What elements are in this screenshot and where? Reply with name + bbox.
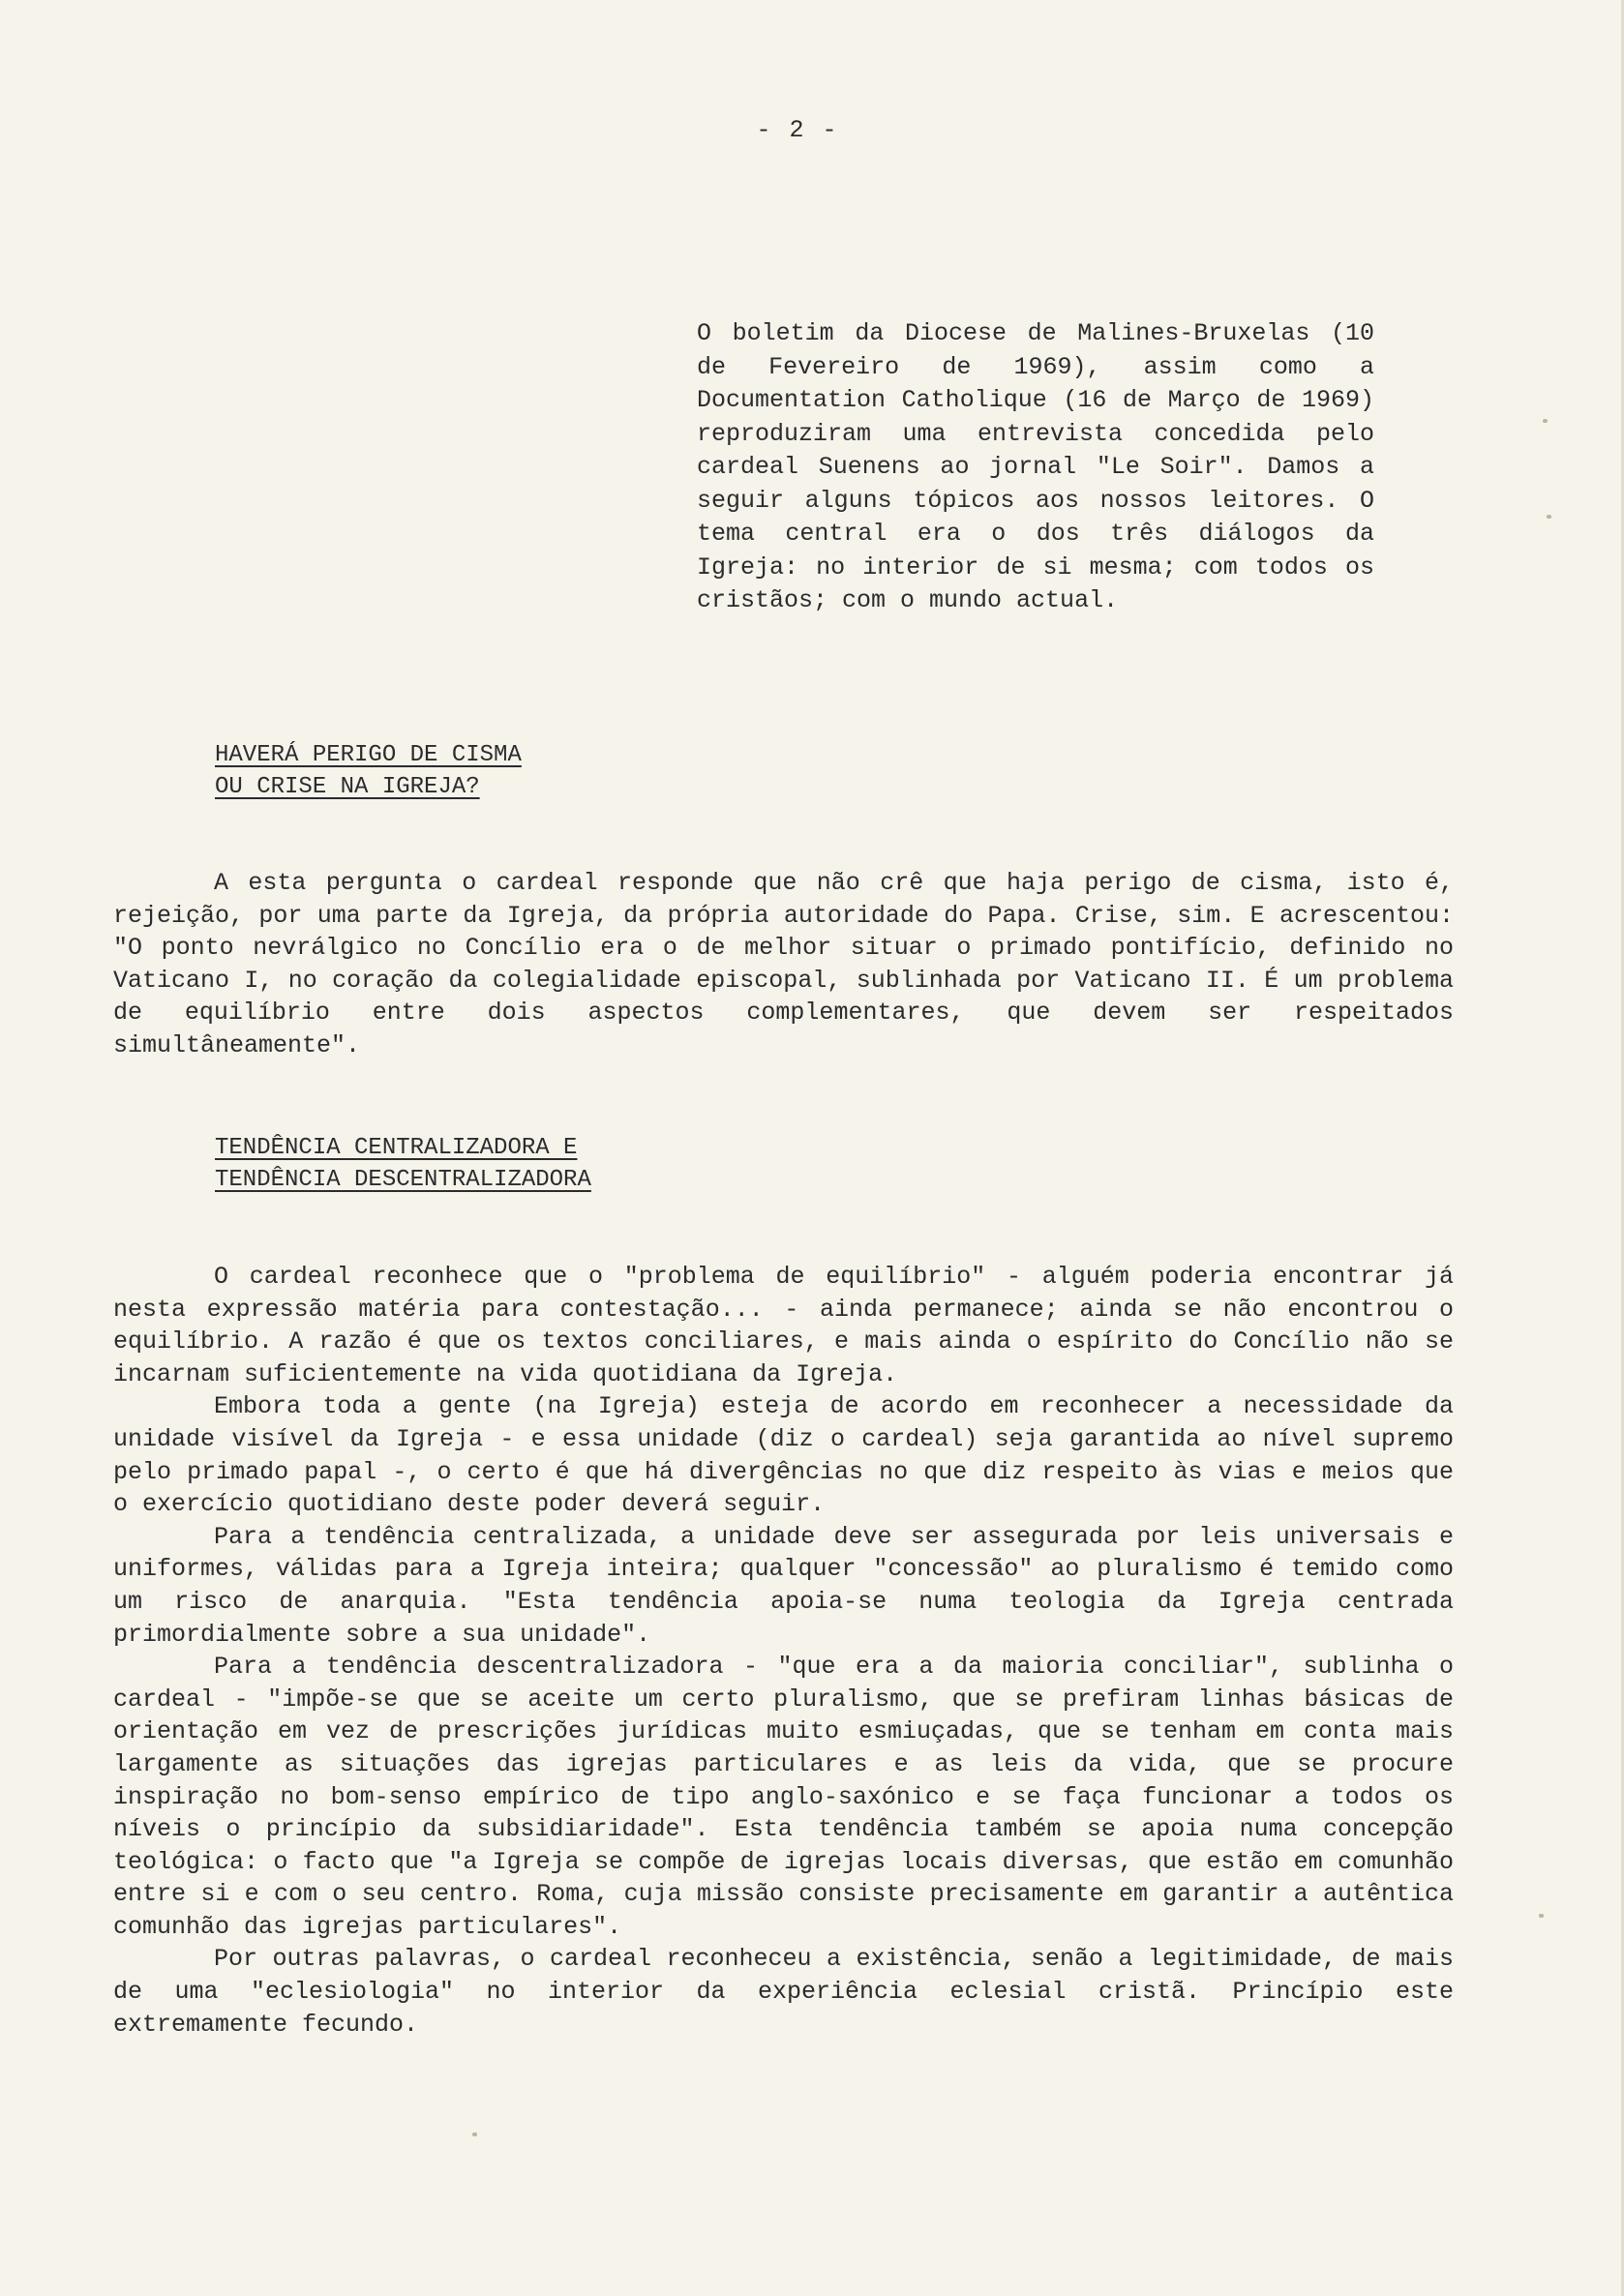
paragraph: Embora toda a gente (na Igreja) esteja de acordo em reconhecer a necessidade da unidade visível da Igreja - e essa unidade (diz o cardeal) seja garantida ao nível supremo pelo primado papal -, o certo é que há divergências no que diz respeito às vias e meios que o exercício quotidiano deste poder deverá seguir. (113, 1392, 1454, 1519)
section-body-tendencies (113, 1261, 1454, 2041)
paragraph: Para a tendência descentralizadora - "que era a da maioria conciliar", sublinha o cardeal - "impõe-se que se aceite um certo pluralismo, que se prefiram linhas básicas de orientação em vez de prescrições jurídicas muito esmiuçadas, que se tenham em conta mais largamente as situações das igrejas particulares e as leis da vida, que se procure inspiração no bom-senso empírico de tipo anglo-saxónico e se faça funcionar a todos os níveis o princípio da subsidiaridade". Esta tendência também se apoia numa concepção teológica: o facto que "a Igreja se compõe de igrejas locais diversas, que estão em comunhão entre si e com o seu centro. Roma, cuja missão consiste precisamente em garantir a autêntica comunhão das igrejas particulares". (113, 1653, 1454, 1941)
section-heading-tendencies (215, 1132, 591, 1196)
heading-line: OU CRISE NA IGREJA? (215, 774, 480, 800)
paper-speck (472, 2132, 477, 2136)
intro-paragraph: O boletim da Diocese de Malines-Bruxelas (10 de Fevereiro de 1969), assim como a Documentation Catholique (16 de Março de 1969) reproduziram uma entrevista concedida pelo cardeal Suenens ao jornal "Le Soir". Damos a seguir alguns tópicos aos nossos leitores. O tema central era o dos três diálogos da Igreja: no interior de si mesma; com todos os cristãos; com o mundo actual. (697, 319, 1374, 614)
paragraph: Por outras palavras, o cardeal reconheceu a existência, senão a legitimidade, de mais de uma "eclesiologia" no interior da experiência eclesial cristã. Princípio este extremamente fecundo. (113, 1945, 1454, 2039)
paragraph: Para a tendência centralizada, a unidade deve ser assegurada por leis universais e uniformes, válidas para a Igreja inteira; qualquer "concessão" ao pluralismo é temido como um risco de anarquia. "Esta tendência apoia-se numa teologia da Igreja centrada primordialmente sobre a sua unidade". (113, 1522, 1454, 1649)
paper-speck (1543, 419, 1548, 423)
page-number: - 2 - (756, 116, 839, 144)
heading-line: TENDÊNCIA DESCENTRALIZADORA (215, 1167, 591, 1193)
heading-line: HAVERÁ PERIGO DE CISMA (215, 742, 522, 768)
section-heading-schism (215, 739, 522, 803)
section-body-schism (113, 867, 1454, 1062)
paragraph: A esta pergunta o cardeal responde que não crê que haja perigo de cisma, isto é, rejeição, por uma parte da Igreja, da própria autoridade do Papa. Crise, sim. E acrescentou: "O ponto nevrálgico no Concílio era o de melhor situar o primado pontifício, definido no Vaticano I, no coração da colegialidade episcopal, sublinhada por Vaticano II. É um problema de equilíbrio entre dois aspectos complementares, que devem ser respeitados simultâneamente". (113, 869, 1454, 1059)
paper-speck (1539, 1914, 1544, 1918)
paper-speck (1547, 515, 1551, 519)
heading-line: TENDÊNCIA CENTRALIZADORA E (215, 1135, 578, 1161)
paragraph: O cardeal reconhece que o "problema de equilíbrio" - alguém poderia encontrar já nesta expressão matéria para contestação... - ainda permanece; ainda se não encontrou o equilíbrio. A razão é que os textos conciliares, e mais ainda o espírito do Concílio não se incarnam suficientemente na vida quotidiana da Igreja. (113, 1263, 1454, 1388)
